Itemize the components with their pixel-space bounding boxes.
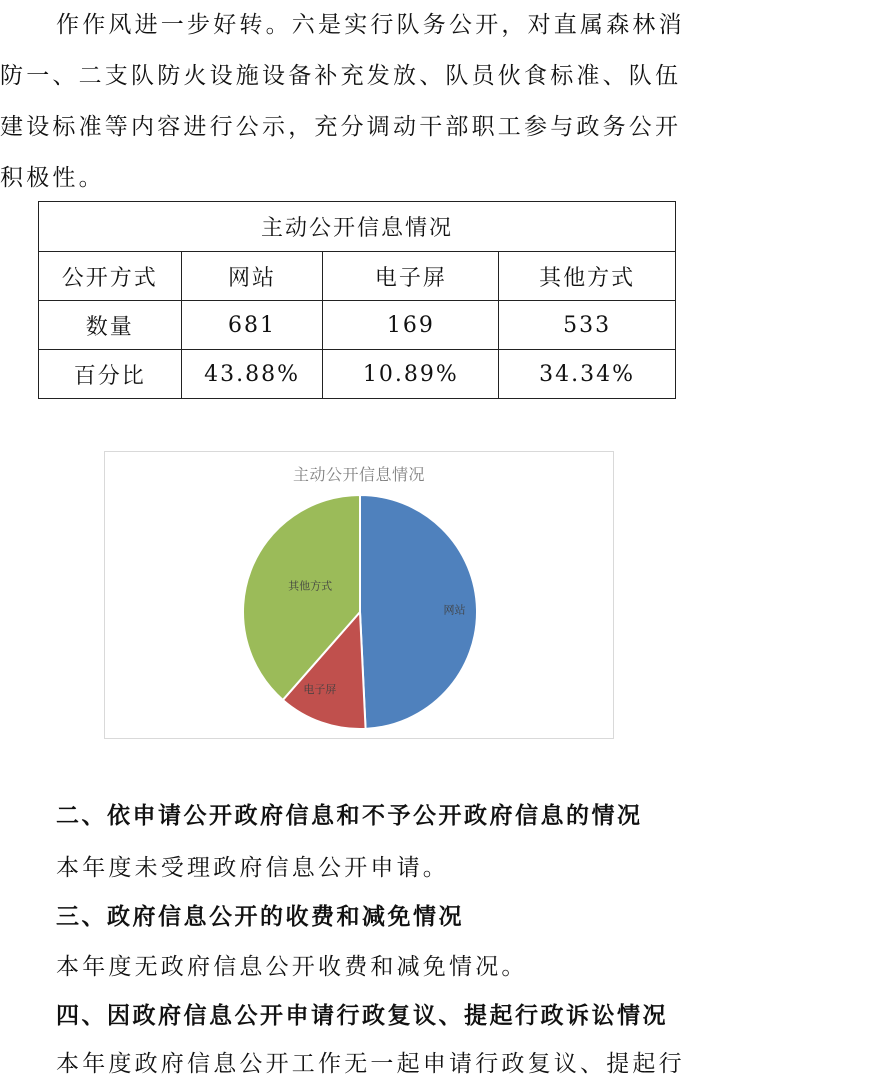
table-header-row: [39, 252, 676, 301]
intro-paragraph: [0, 0, 710, 204]
section-body: 本年度政府信息公开工作无一起申请行政复议、提起行: [56, 1051, 685, 1077]
table-cell: 681: [181, 301, 323, 350]
chart-title: 主动公开信息情况: [292, 465, 425, 484]
intro-line: 积极性。: [0, 165, 105, 191]
disclosure-table: [38, 201, 676, 399]
table-cell: 10.89%: [323, 350, 499, 399]
table-cell: 百分比: [39, 350, 182, 399]
pie-slice-label: 电子屏: [303, 683, 337, 697]
table-cell: 169: [323, 301, 499, 350]
table-row: [39, 350, 676, 399]
section-heading: 三、政府信息公开的收费和减免情况: [56, 904, 464, 930]
table-row: [39, 301, 676, 350]
table-cell: 数量: [39, 301, 182, 350]
section-body: 本年度未受理政府信息公开申请。: [56, 855, 449, 881]
table-header-cell: 电子屏: [323, 252, 499, 301]
table-cell: 533: [499, 301, 676, 350]
table-header-cell: 公开方式: [39, 252, 182, 301]
section-heading: 四、因政府信息公开申请行政复议、提起行政诉讼情况: [56, 1003, 668, 1029]
pie-chart-plot: [105, 452, 613, 738]
table-header-cell: 其他方式: [499, 252, 676, 301]
section-body: 本年度无政府信息公开收费和减免情况。: [56, 954, 528, 980]
intro-line: 作作风进一步好转。六是实行队务公开，对直属森林消: [56, 12, 685, 38]
table-header-cell: 网站: [181, 252, 323, 301]
pie-slice-label: 其他方式: [288, 579, 333, 593]
section-heading: 二、依申请公开政府信息和不予公开政府信息的情况: [56, 803, 643, 829]
pie-chart: [104, 451, 614, 739]
table-caption: 主动公开信息情况: [39, 202, 676, 252]
intro-line: 建设标准等内容进行公示，充分调动干部职工参与政务公开: [0, 114, 682, 140]
intro-line: 防一、二支队防火设施设备补充发放、队员伙食标准、队伍: [0, 63, 682, 89]
table-cell: 43.88%: [181, 350, 323, 399]
pie-slice-label: 网站: [443, 603, 466, 617]
table-cell: 34.34%: [499, 350, 676, 399]
table-caption-row: [39, 202, 676, 252]
